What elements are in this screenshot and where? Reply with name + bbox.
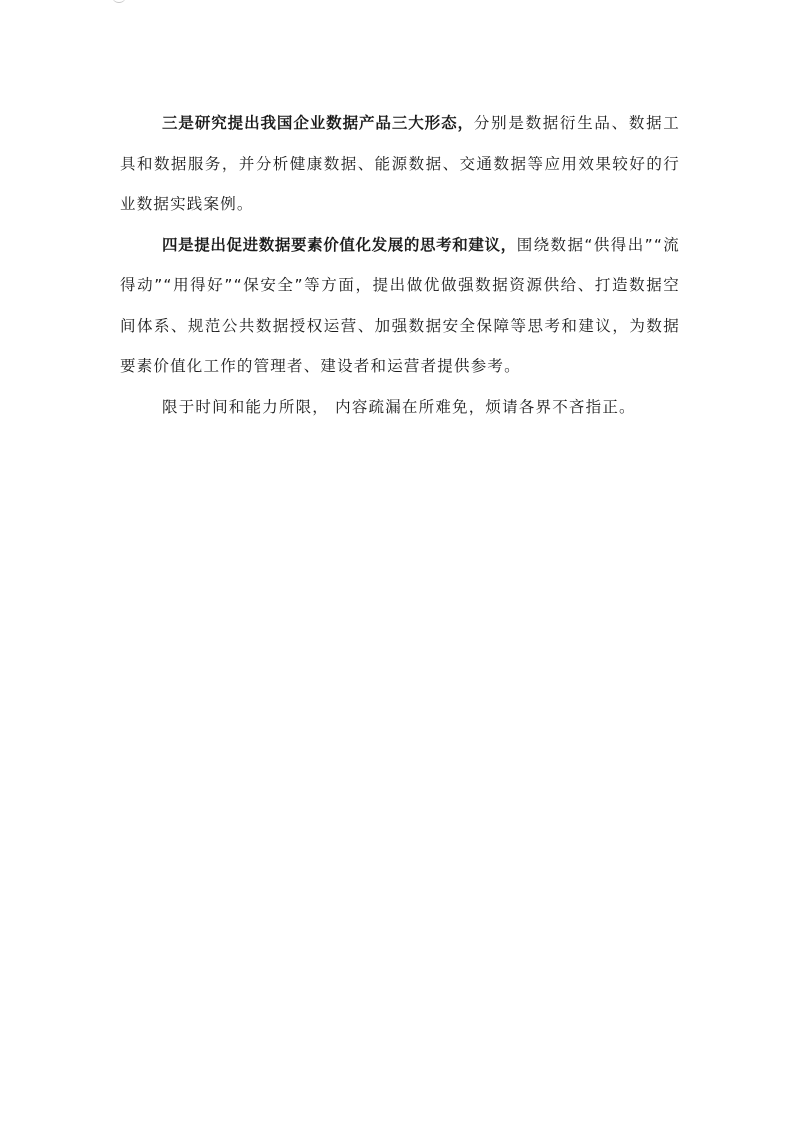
- paragraph-text: 分别是数据衍生品、数据工具和数据服务，并分析健康数据、能源数据、交通数据等应用效果较好的行业数据实践案例。: [120, 114, 681, 213]
- page-corner-mark: [112, 0, 126, 3]
- paragraph-four-findings: [120, 225, 680, 387]
- paragraph-text: 限于时间和能力所限， 内容疏漏在所难免，烦请各界不吝指正。: [162, 397, 636, 416]
- paragraph-text: 围绕数据“供得出”“流得动”“用得好”“保安全”等方面，提出做优做强数据资源供给、打造数据空间体系、规范公共数据授权运营、加强数据安全保障等思考和建议，为数据要素价值化工作的管理者、建设者和运营者提供参考。: [120, 235, 680, 375]
- document-body: [120, 103, 680, 427]
- paragraph-three-findings: [120, 103, 680, 225]
- paragraph-lead: 四是提出促进数据要素价值化发展的思考和建议，: [162, 235, 517, 254]
- paragraph-lead: 三是研究提出我国企业数据产品三大形态，: [162, 114, 474, 132]
- paragraph-closing-note: [120, 387, 680, 428]
